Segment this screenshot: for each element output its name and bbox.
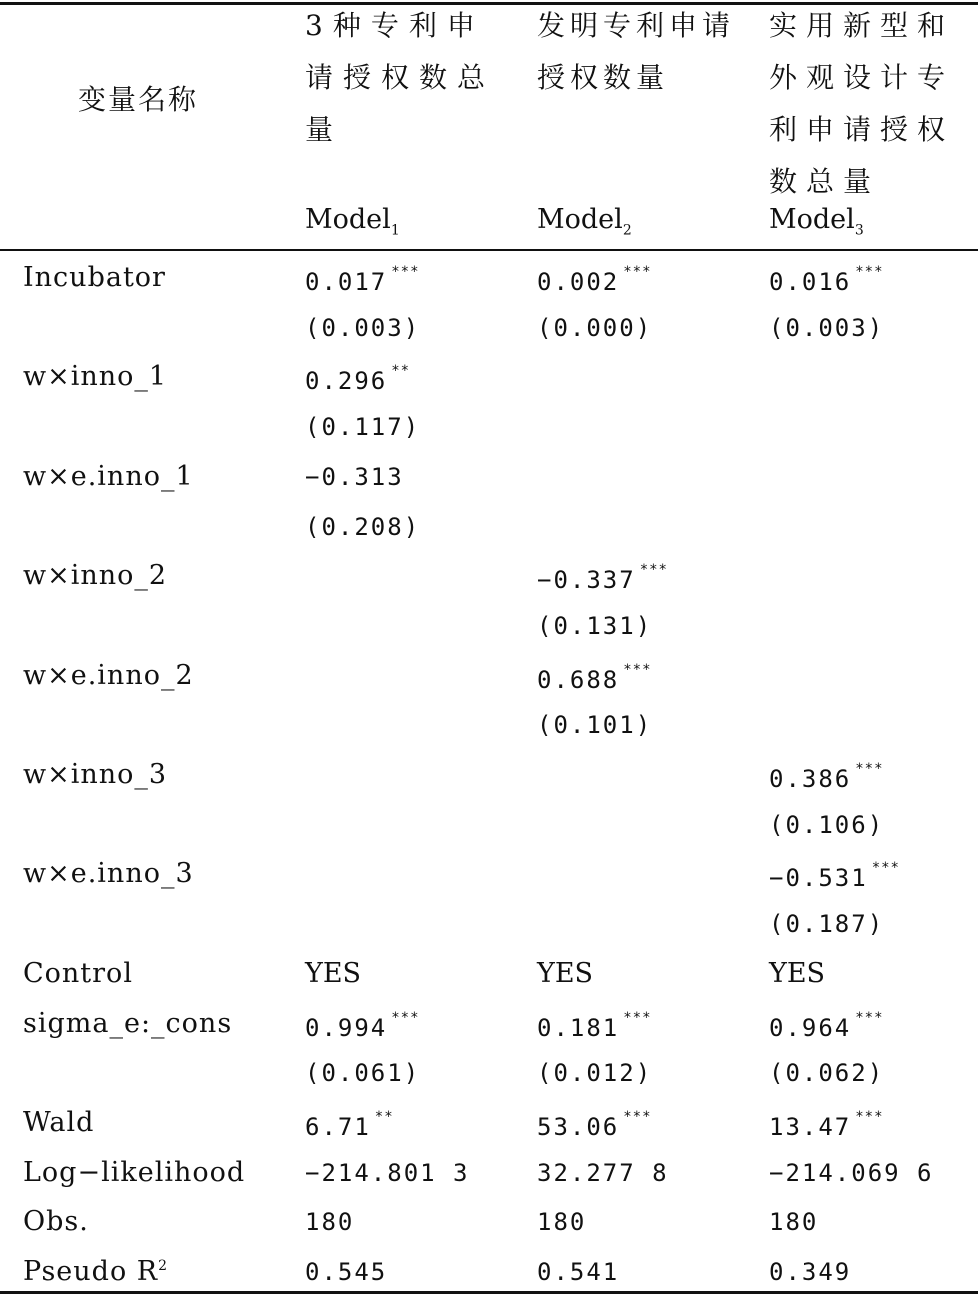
row-label-text: w×e.inno_2 <box>23 659 194 691</box>
row-label <box>23 361 167 392</box>
model-2-sub: 2 <box>622 222 632 239</box>
row-label <box>23 1256 168 1287</box>
table-row <box>0 602 978 652</box>
cell-value: 180 <box>305 1208 355 1237</box>
cell-model-1 <box>305 1258 387 1286</box>
cell-model-2 <box>537 562 668 594</box>
cell-value: 0.964 <box>769 1013 852 1042</box>
cell-model-3 <box>769 811 884 839</box>
table-header-rule <box>0 249 978 251</box>
model-1-name: Model <box>305 204 391 235</box>
significance-stars: *** <box>855 1009 884 1026</box>
significance-stars: *** <box>871 860 900 877</box>
table-row <box>0 1149 978 1199</box>
significance-stars: *** <box>855 1108 884 1125</box>
cell-value: 6.71 <box>305 1112 371 1141</box>
row-label-text: Wald <box>23 1106 95 1138</box>
cell-value: 0.181 <box>537 1013 620 1042</box>
cell-model-2 <box>537 1258 619 1286</box>
cell-value: 180 <box>537 1208 587 1237</box>
cell-value: −0.531 <box>769 864 868 893</box>
header-variable-name: 变量名称 <box>78 83 199 116</box>
cell-value: 32.277 8 <box>537 1158 669 1187</box>
row-label-text: Control <box>23 957 133 989</box>
row-label <box>23 858 194 889</box>
significance-stars: *** <box>623 1009 652 1026</box>
significance-stars: *** <box>623 661 652 678</box>
cell-value: (0.003) <box>769 313 885 342</box>
cell-model-1 <box>305 1059 420 1087</box>
table-row <box>0 1049 978 1099</box>
table-row <box>0 850 978 900</box>
table-row <box>0 801 978 851</box>
header-model-3 <box>769 204 864 238</box>
cell-value: 0.545 <box>305 1258 388 1286</box>
model-1-sub: 1 <box>390 222 400 239</box>
row-label <box>23 560 167 591</box>
cell-model-2 <box>537 1109 652 1141</box>
cell-value: 0.017 <box>305 268 388 296</box>
cell-value: 0.386 <box>769 765 852 793</box>
cell-value: (0.003) <box>305 313 421 342</box>
cell-model-1 <box>305 1208 354 1236</box>
cell-model-2 <box>537 314 652 342</box>
row-label-text: sigma_e:_cons <box>23 1007 233 1039</box>
cell-value: −214.801 3 <box>305 1158 470 1187</box>
cell-model-3 <box>769 1159 934 1187</box>
row-label-text: Obs. <box>23 1206 89 1238</box>
row-label <box>23 660 194 691</box>
table-row <box>0 552 978 602</box>
cell-value: 0.541 <box>537 1258 620 1286</box>
table-row <box>0 254 978 304</box>
model-3-sub: 3 <box>854 222 864 239</box>
row-label <box>23 1206 89 1237</box>
cell-model-3 <box>769 860 900 892</box>
cell-value: (0.117) <box>305 413 421 442</box>
cell-model-2 <box>537 1010 652 1042</box>
cell-model-1 <box>305 1109 394 1141</box>
header-col2: 发明专利申请授权数量 <box>537 9 736 94</box>
cell-model-3 <box>769 910 884 938</box>
cell-value: 0.002 <box>537 268 620 296</box>
row-label <box>23 461 194 492</box>
cell-model-1 <box>305 413 420 441</box>
cell-value: 0.349 <box>769 1258 852 1286</box>
significance-stars: *** <box>391 1009 420 1026</box>
header-model-2 <box>537 204 632 238</box>
significance-stars: *** <box>623 1108 652 1125</box>
table-row <box>0 950 978 1000</box>
table-row <box>0 353 978 403</box>
cell-value: (0.061) <box>305 1059 421 1088</box>
row-label-text: w×inno_1 <box>23 361 168 393</box>
row-label-text: Log−likelihood <box>23 1156 246 1188</box>
row-label-text: Incubator <box>23 262 166 293</box>
cell-model-2 <box>537 1159 669 1187</box>
cell-model-3 <box>769 761 884 793</box>
row-label <box>23 1008 232 1039</box>
cell-value: −0.313 <box>305 462 404 491</box>
cell-model-3 <box>769 1109 884 1141</box>
significance-stars: *** <box>391 264 420 280</box>
cell-model-2 <box>537 1059 652 1087</box>
cell-model-2 <box>537 264 652 296</box>
cell-model-1 <box>305 314 420 342</box>
cell-value: (0.101) <box>537 711 653 740</box>
table-row <box>0 503 978 553</box>
cell-value: 180 <box>769 1208 819 1237</box>
cell-value: (0.131) <box>537 611 653 640</box>
cell-model-2 <box>537 711 652 739</box>
cell-model-1 <box>305 264 420 296</box>
table-bottom-rule <box>0 1291 978 1294</box>
cell-model-1 <box>305 463 404 491</box>
cell-value: 0.688 <box>537 665 620 694</box>
cell-model-3 <box>769 1208 818 1236</box>
significance-stars: *** <box>639 562 668 579</box>
row-label <box>23 262 166 293</box>
cell-model-3 <box>769 1258 851 1286</box>
cell-value: 0.296 <box>305 367 388 396</box>
cell-value: YES <box>537 957 594 989</box>
row-label-text: w×inno_2 <box>23 560 168 592</box>
cell-model-1 <box>305 363 410 395</box>
cell-value: (0.208) <box>305 512 421 541</box>
header-model-1 <box>305 204 400 238</box>
significance-stars: *** <box>855 264 884 280</box>
model-2-name: Model <box>537 204 623 235</box>
row-label <box>23 759 167 790</box>
cell-value: 0.994 <box>305 1013 388 1042</box>
cell-value: YES <box>305 957 362 989</box>
cell-value: 13.47 <box>769 1112 852 1141</box>
header-col3: 实用新型和外观设计专利申请授权数总量 <box>769 9 955 198</box>
cell-model-3 <box>769 1059 884 1087</box>
table-row <box>0 1198 978 1248</box>
significance-stars: ** <box>391 363 411 380</box>
significance-stars: ** <box>374 1108 394 1125</box>
table-row <box>0 1099 978 1149</box>
cell-model-3 <box>769 314 884 342</box>
table-row <box>0 403 978 453</box>
cell-value: (0.106) <box>769 810 885 839</box>
header-col1: 3种专利申请授权数总量 <box>305 9 496 146</box>
row-label <box>23 1107 94 1138</box>
cell-model-2 <box>537 1208 586 1236</box>
row-label-superscript: 2 <box>158 1258 169 1274</box>
table-row <box>0 1000 978 1050</box>
cell-value: 0.016 <box>769 268 852 296</box>
cell-value: (0.062) <box>769 1059 885 1088</box>
significance-stars: *** <box>855 761 884 777</box>
significance-stars: *** <box>623 264 652 280</box>
model-3-name: Model <box>769 204 855 235</box>
cell-model-2 <box>537 958 593 989</box>
cell-model-1 <box>305 1010 420 1042</box>
cell-model-2 <box>537 662 652 694</box>
row-label-text: w×inno_3 <box>23 759 168 790</box>
cell-value: (0.187) <box>769 910 885 939</box>
row-label-text: w×e.inno_3 <box>23 858 194 890</box>
cell-model-1 <box>305 513 420 541</box>
cell-model-1 <box>305 958 361 989</box>
row-label <box>23 1157 245 1188</box>
table-row <box>0 751 978 801</box>
cell-value: −214.069 6 <box>769 1158 934 1187</box>
table-row <box>0 900 978 950</box>
cell-value: −0.337 <box>537 566 636 595</box>
cell-value: YES <box>769 957 826 989</box>
row-label <box>23 958 133 989</box>
table-row <box>0 701 978 751</box>
cell-model-3 <box>769 958 825 989</box>
cell-model-1 <box>305 1159 470 1187</box>
cell-value: (0.000) <box>537 313 653 342</box>
cell-model-3 <box>769 1010 884 1042</box>
table-row <box>0 453 978 503</box>
row-label-text: Pseudo R <box>23 1256 159 1287</box>
cell-value: (0.012) <box>537 1059 653 1088</box>
cell-value: 53.06 <box>537 1112 620 1141</box>
table-row <box>0 304 978 354</box>
row-label-text: w×e.inno_1 <box>23 460 194 492</box>
cell-model-2 <box>537 612 652 640</box>
table-row <box>0 652 978 702</box>
cell-model-3 <box>769 264 884 296</box>
